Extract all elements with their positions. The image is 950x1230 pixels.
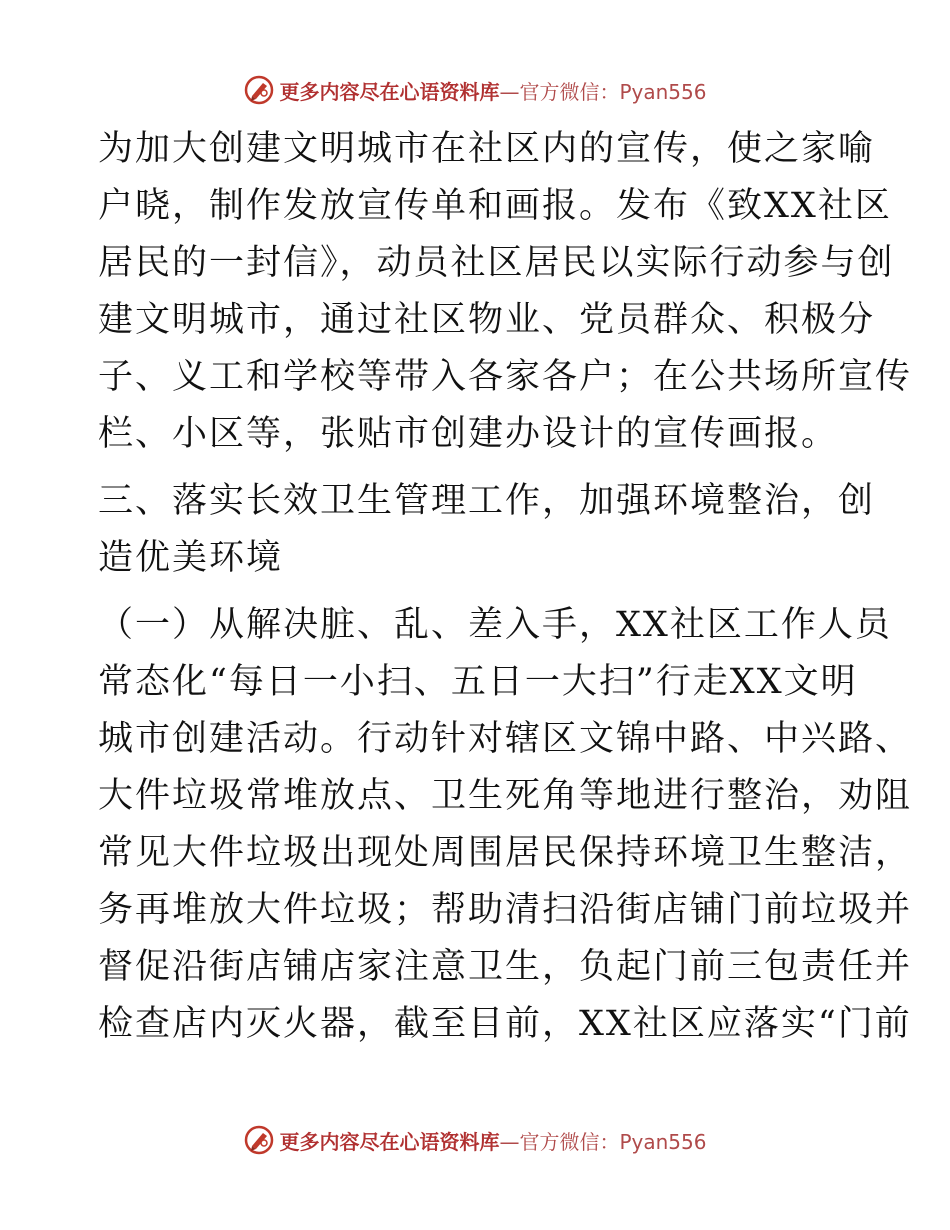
text-line: 为加大创建文明城市在社区内的宣传，使之家喻 — [98, 129, 876, 169]
text-line: 大件垃圾常堆放点、卫生死角等地进行整治，劝阻 — [98, 776, 913, 816]
text-line: 造优美环境 — [98, 538, 284, 578]
pen-seal-logo-icon — [243, 1124, 275, 1156]
paragraph-3 — [98, 597, 913, 1053]
footer-banner-text — [279, 1126, 706, 1155]
footer-brand: 更多内容尽在心语资料库 — [279, 1129, 500, 1154]
text-line: 务再堆放大件垃圾；帮助清扫沿街店铺门前垃圾并 — [98, 890, 913, 930]
text-line: 户晓，制作发放宣传单和画报。发布《致XX社区 — [98, 186, 892, 226]
footer-separator: — — [499, 1129, 520, 1154]
footer-contact: 官方微信：Pyan556 — [519, 1129, 707, 1154]
header-contact: 官方微信：Pyan556 — [519, 79, 707, 104]
header-banner — [0, 70, 950, 110]
paragraph-1 — [98, 121, 913, 463]
header-banner-text — [279, 76, 706, 105]
paragraph-gap — [98, 463, 858, 473]
text-line: 栏、小区等，张贴市创建办设计的宣传画报。 — [98, 414, 839, 454]
text-line: 子、义工和学校等带入各家各户；在公共场所宣传 — [98, 357, 913, 397]
footer-banner — [0, 1120, 950, 1160]
text-line: 常见大件垃圾出现处周围居民保持环境卫生整洁， — [98, 833, 913, 873]
header-brand: 更多内容尽在心语资料库 — [279, 79, 500, 104]
document-body — [98, 121, 913, 1053]
text-line: 城市创建活动。行动针对辖区文锦中路、中兴路、 — [98, 719, 913, 759]
text-line: 三、落实长效卫生管理工作，加强环境整治，创 — [98, 481, 876, 521]
text-line: 检查店内灭火器，截至目前，XX社区应落实“门前 — [98, 1004, 912, 1044]
paragraph-gap — [98, 587, 858, 597]
header-separator: — — [499, 79, 520, 104]
section-heading — [98, 473, 876, 587]
text-line: 督促沿街店铺店家注意卫生，负起门前三包责任并 — [98, 947, 913, 987]
text-line: （一）从解决脏、乱、差入手，XX社区工作人员 — [98, 605, 892, 645]
pen-seal-logo-icon — [243, 74, 275, 106]
text-line: 常态化“每日一小扫、五日一大扫”行走XX文明 — [98, 662, 858, 702]
text-line: 建文明城市，通过社区物业、党员群众、积极分 — [98, 300, 876, 340]
text-line: 居民的一封信》，动员社区居民以实际行动参与创 — [98, 243, 895, 283]
